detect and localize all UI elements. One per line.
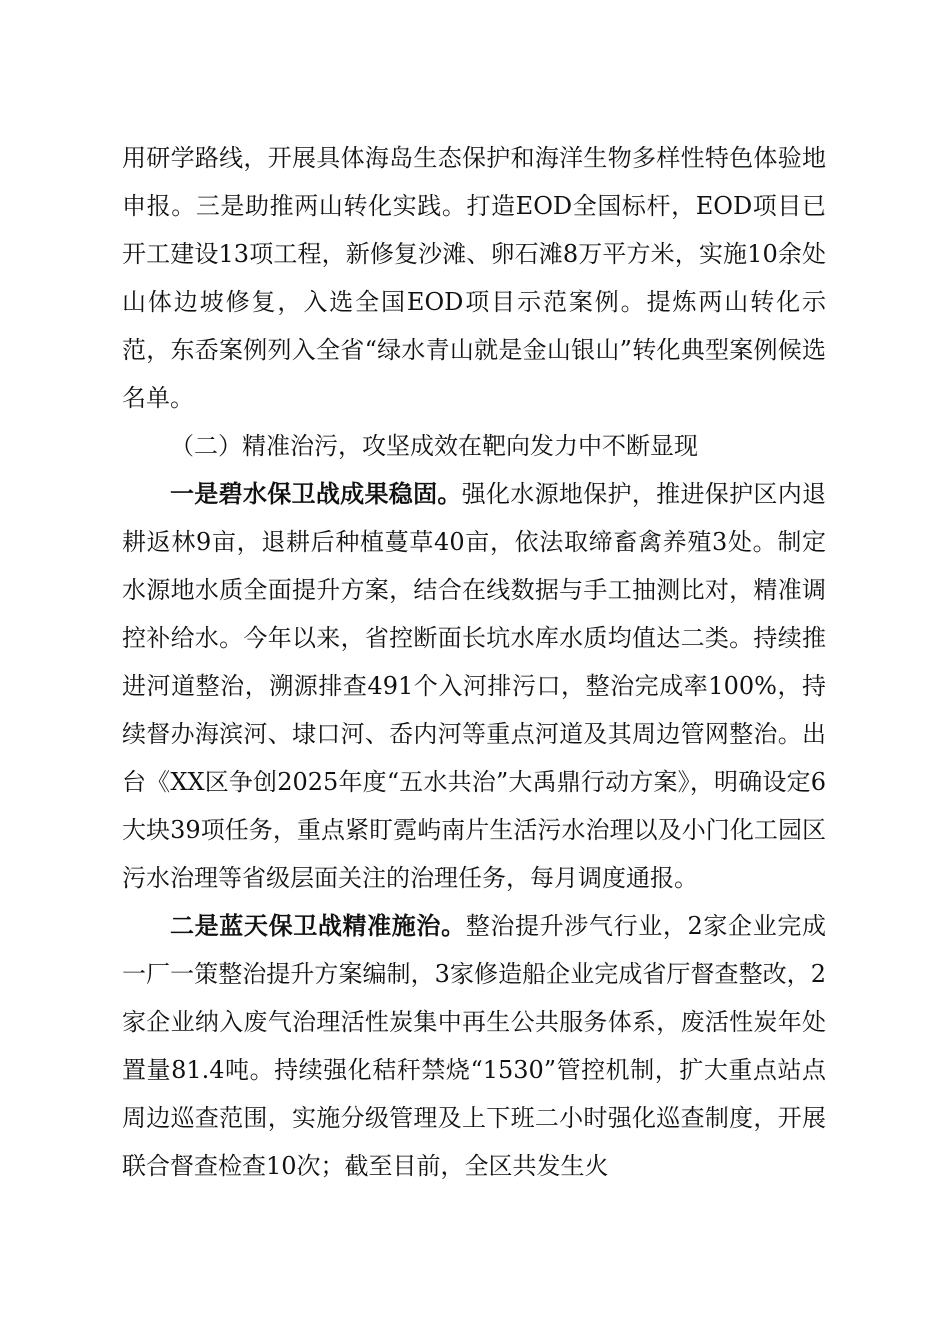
document-body [122,134,826,1190]
paragraph-air-lead: 二是蓝天保卫战精准施治。 [170,911,466,940]
paragraph-water [122,470,826,902]
paragraph-water-body: 强化水源地保护，推进保护区内退耕返林9亩，退耕后种植蔓草40亩，依法取缔畜禽养殖3处。制定水源地水质全面提升方案，结合在线数据与手工抽测比对，精准调控补给水。今年以来，省控断面长坑水库水质均值达二类。持续推进河道整治，溯源排查491个入河排污口，整治完成率100%，持续督办海滨河、埭口河、岙内河等重点河道及其周边管网整治。出台《XX区争创2025年度“五水共治”大禹鼎行动方案》，明确设定6大块39项任务，重点紧盯霓屿南片生活污水治理以及小门化工园区污水治理等省级层面关注的治理任务，每月调度通报。 [122,480,827,892]
paragraph-continued-text: 用研学路线，开展具体海岛生态保护和海洋生物多样性特色体验地申报。三是助推两山转化实践。打造EOD全国标杆，EOD项目已开工建设13项工程，新修复沙滩、卵石滩8万平方米，实施10余处山体边坡修复，入选全国EOD项目示范案例。提炼两山转化示范，东岙案例列入全省“绿水青山就是金山银山”转化典型案例候选名单。 [122,144,826,412]
paragraph-air [122,902,826,1190]
paragraph-water-lead: 一是碧水保卫战成果稳固。 [170,479,462,508]
paragraph-air-body: 整治提升涉气行业，2家企业完成一厂一策整治提升方案编制，3家修造船企业完成省厅督查整改，2家企业纳入废气治理活性炭集中再生公共服务体系，废活性炭年处置量81.4吨。持续强化秸秆禁烧“1530”管控机制，扩大重点站点周边巡查范围，实施分级管理及上下班二小时强化巡查制度，开展联合督查检查10次；截至目前，全区共发生火 [122,912,826,1180]
section-heading: （二）精准治污，攻坚成效在靶向发力中不断显现 [170,432,698,460]
paragraph-continued [122,134,826,422]
